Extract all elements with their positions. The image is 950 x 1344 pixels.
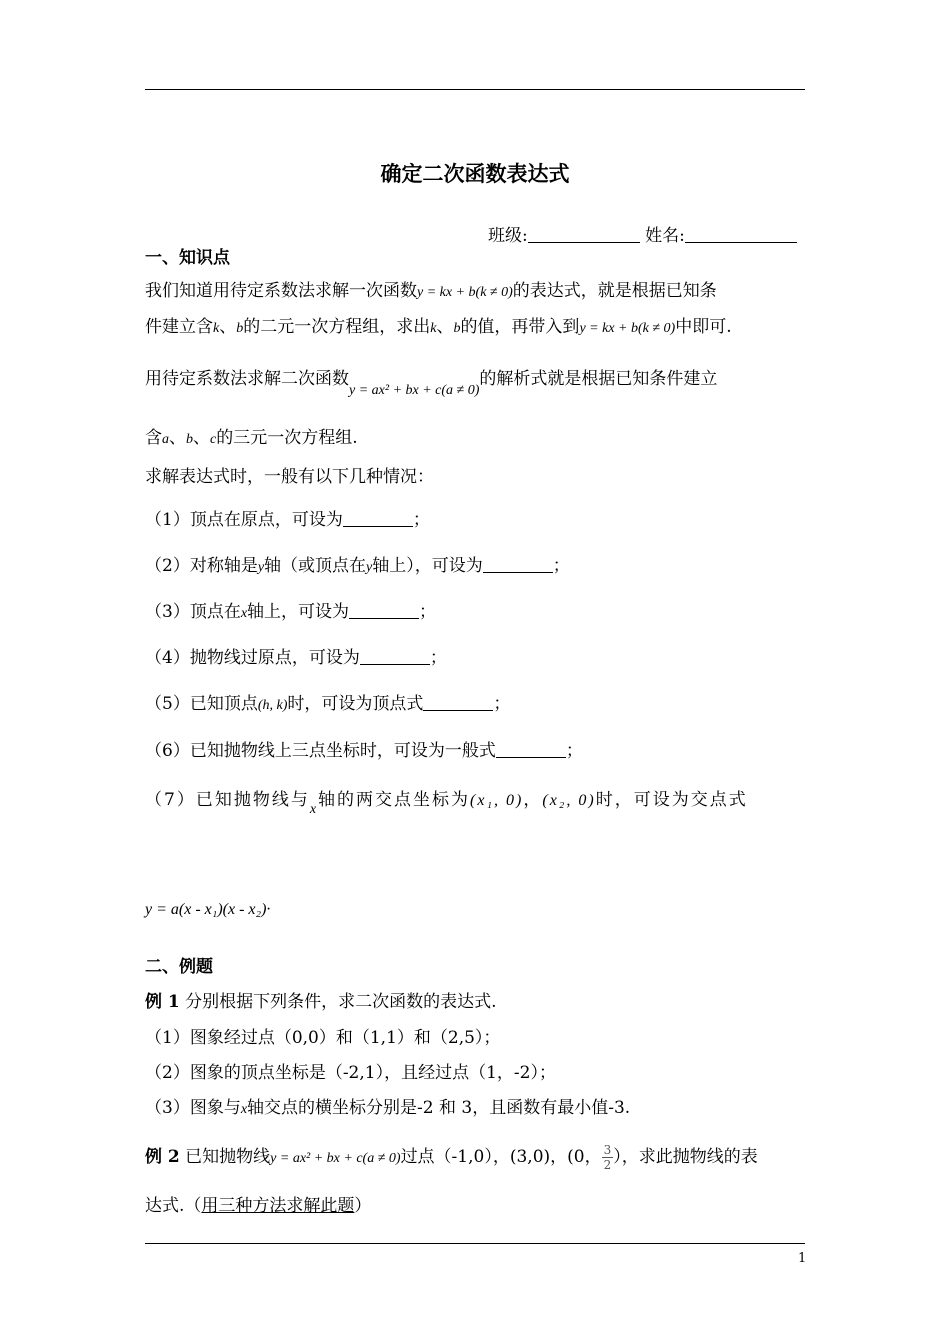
example-1-item-3: （3）图象与x轴交点的横坐标分别是-2 和 3，且函数有最小值-3.	[145, 1098, 631, 1118]
example-1: 例 1 分别根据下列条件，求二次函数的表达式.	[145, 992, 497, 1012]
answer-blank-6[interactable]	[496, 741, 566, 758]
case-6: （6）已知抛物线上三点坐标时，可设为一般式 ；	[145, 741, 583, 761]
paragraph-line-2: 件建立含k、b的二元一次方程组，求出k、b的值，再带入到y = kx + b(k ≠ 0)中即可.	[145, 317, 732, 337]
page-number: 1	[798, 1251, 807, 1266]
class-label: 班级:	[488, 226, 528, 246]
footer-rule	[145, 1243, 805, 1244]
intercept-form-formula: y = a(x - x₁)(x - x₂)·	[145, 901, 271, 918]
case-7: （7）已知抛物线与$_x$轴的两交点坐标为(x₁, 0)，(x₂, 0)时，可设为交点式	[145, 790, 748, 817]
page-title: 确定二次函数表达式	[380, 162, 570, 186]
header-rule	[145, 89, 805, 90]
answer-blank-4[interactable]	[360, 648, 430, 665]
linear-function-formula: y = kx + b(k ≠ 0)	[417, 285, 513, 300]
name-label: 姓名:	[645, 226, 685, 246]
answer-blank-1[interactable]	[343, 510, 413, 527]
example-1-item-2: （2）图象的顶点坐标是（-2,1），且经过点（1，-2）；	[145, 1063, 556, 1083]
paragraph-line-4: 含a、b、c的三元一次方程组.	[145, 428, 358, 448]
quadratic-function-formula: y = ax² + bx + c(a ≠ 0)	[349, 383, 480, 398]
student-info	[488, 225, 797, 247]
case-2: （2）对称轴是y轴（或顶点在y轴上），可设为 ；	[145, 556, 570, 576]
answer-blank-3[interactable]	[349, 602, 419, 619]
name-field[interactable]	[685, 226, 797, 243]
class-field[interactable]	[528, 226, 640, 243]
case-5: （5）已知顶点(h, k)时，可设为顶点式 ；	[145, 694, 511, 714]
example-2-line-2: 达式.（用三种方法求解此题）	[145, 1196, 372, 1216]
section1-heading: 一、知识点	[145, 248, 230, 268]
answer-blank-5[interactable]	[423, 694, 493, 711]
case-4: （4）抛物线过原点，可设为 ；	[145, 648, 447, 668]
fraction-three-halves: $\frac{3}{2}$	[603, 1143, 612, 1172]
case-1: （1）顶点在原点，可设为 ；	[145, 510, 430, 530]
paragraph-line-5: 求解表达式时，一般有以下几种情况：	[145, 467, 434, 487]
linear-function-formula: y = kx + b(k ≠ 0)	[579, 321, 676, 336]
paragraph-line-3: 用待定系数法求解二次函数$_{y = ax^2 + bx + c(a \ne 0)}$的解析式就是根据已知条件建立	[145, 369, 718, 398]
paragraph-line-1: 我们知道用待定系数法求解一次函数y = kx + b(k ≠ 0)的表达式，就是根据已知条	[145, 281, 717, 301]
case-3: （3）顶点在x轴上，可设为 ；	[145, 602, 437, 622]
example-2: 例 2 已知抛物线y = ax² + bx + c(a ≠ 0)过点（-1,0），(3,0)，(0， $\frac{3}{2}$ ），求此抛物线的表	[145, 1143, 758, 1172]
section2-heading: 二、例题	[145, 957, 213, 977]
example-1-item-1: （1）图象经过点（0,0）和（1,1）和（2,5）；	[145, 1028, 501, 1048]
example-1-label: 例 1	[145, 992, 180, 1012]
example-2-label: 例 2	[145, 1147, 180, 1167]
answer-blank-2[interactable]	[483, 556, 553, 573]
